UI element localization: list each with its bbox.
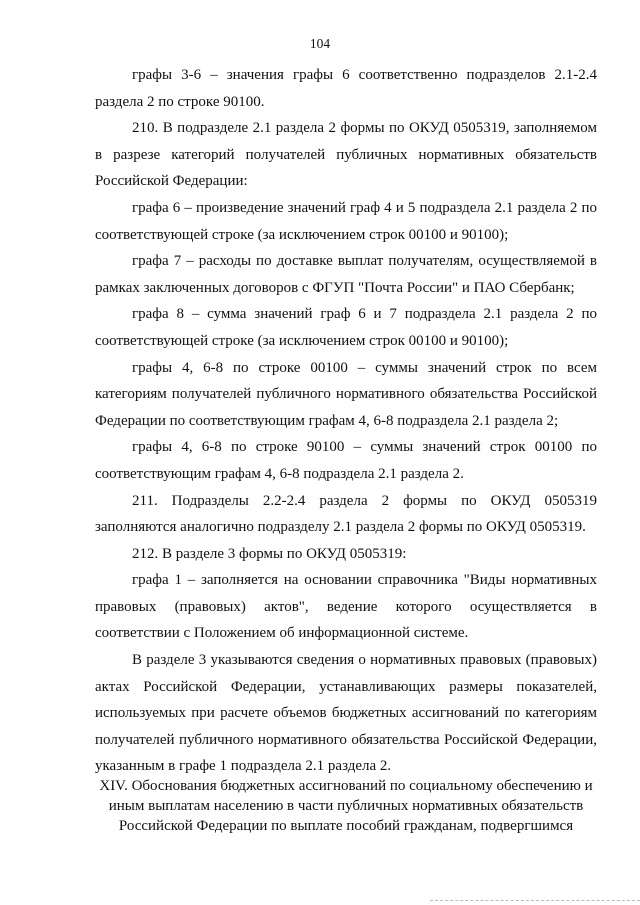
document-body — [95, 62, 597, 780]
paragraph: графы 4, 6-8 по строке 00100 – суммы значений строк по всем категориям получателей публичного нормативного обязательства Российской Федерации по соответствующим графам 4, 6-8 подраздела 2.1 раздела 2; — [95, 359, 597, 429]
paragraph: 211. Подразделы 2.2-2.4 раздела 2 формы по ОКУД 0505319 заполняются аналогично подразделу 2.1 раздела 2 формы по ОКУД 0505319. — [95, 492, 597, 536]
paragraph: графы 4, 6-8 по строке 90100 – суммы значений строк 00100 по соответствующим графам 4, 6-8 подраздела 2.1 раздела 2. — [95, 439, 597, 482]
page-number: 104 — [309, 36, 331, 51]
paragraph: графа 1 – заполняется на основании справочника "Виды нормативных правовых (правовых) актов", ведение которого осуществляется в соответствии с Положением об информационной системе. — [95, 572, 597, 642]
paragraph: 212. В разделе 3 формы по ОКУД 0505319: — [132, 545, 407, 562]
paragraph: В разделе 3 указываются сведения о нормативных правовых (правовых) актах Российской Федерации, устанавливающих размеры показателей, используемых при расчете объемов бюджетных ассигнований по категориям получателей публичного нормативного обязательства Российской Федерации, указанным в графе 1 подраздела 2.1 раздела 2. — [95, 652, 597, 775]
paragraph: графы 3-6 – значения графы 6 соответственно подразделов 2.1-2.4 раздела 2 по строке 90100. — [95, 67, 597, 110]
paragraph: графа 8 – сумма значений граф 6 и 7 подраздела 2.1 раздела 2 по соответствующей строке (за исключением строк 00100 и 90100); — [95, 306, 597, 349]
paragraph: графа 6 – произведение значений граф 4 и 5 подраздела 2.1 раздела 2 по соответствующей строке (за исключением строк 00100 и 90100); — [95, 199, 597, 243]
heading-line: XIV. Обоснования бюджетных ассигнований по социальному обеспечению и — [99, 778, 593, 794]
heading-line: иным выплатам населению в части публичных нормативных обязательств — [108, 798, 584, 814]
paragraph: 210. В подразделе 2.1 раздела 2 формы по ОКУД 0505319, заполняемом в разрезе категорий получателей публичных нормативных обязательств Российской Федерации: — [95, 120, 597, 190]
scan-edge-line — [430, 900, 640, 901]
paragraph: графа 7 – расходы по доставке выплат получателям, осуществляемой в рамках заключенных договоров с ФГУП "Почта России" и ПАО Сбербанк; — [95, 253, 597, 296]
section-heading — [95, 776, 597, 836]
heading-line: Российской Федерации по выплате пособий гражданам, подвергшимся — [118, 818, 574, 834]
